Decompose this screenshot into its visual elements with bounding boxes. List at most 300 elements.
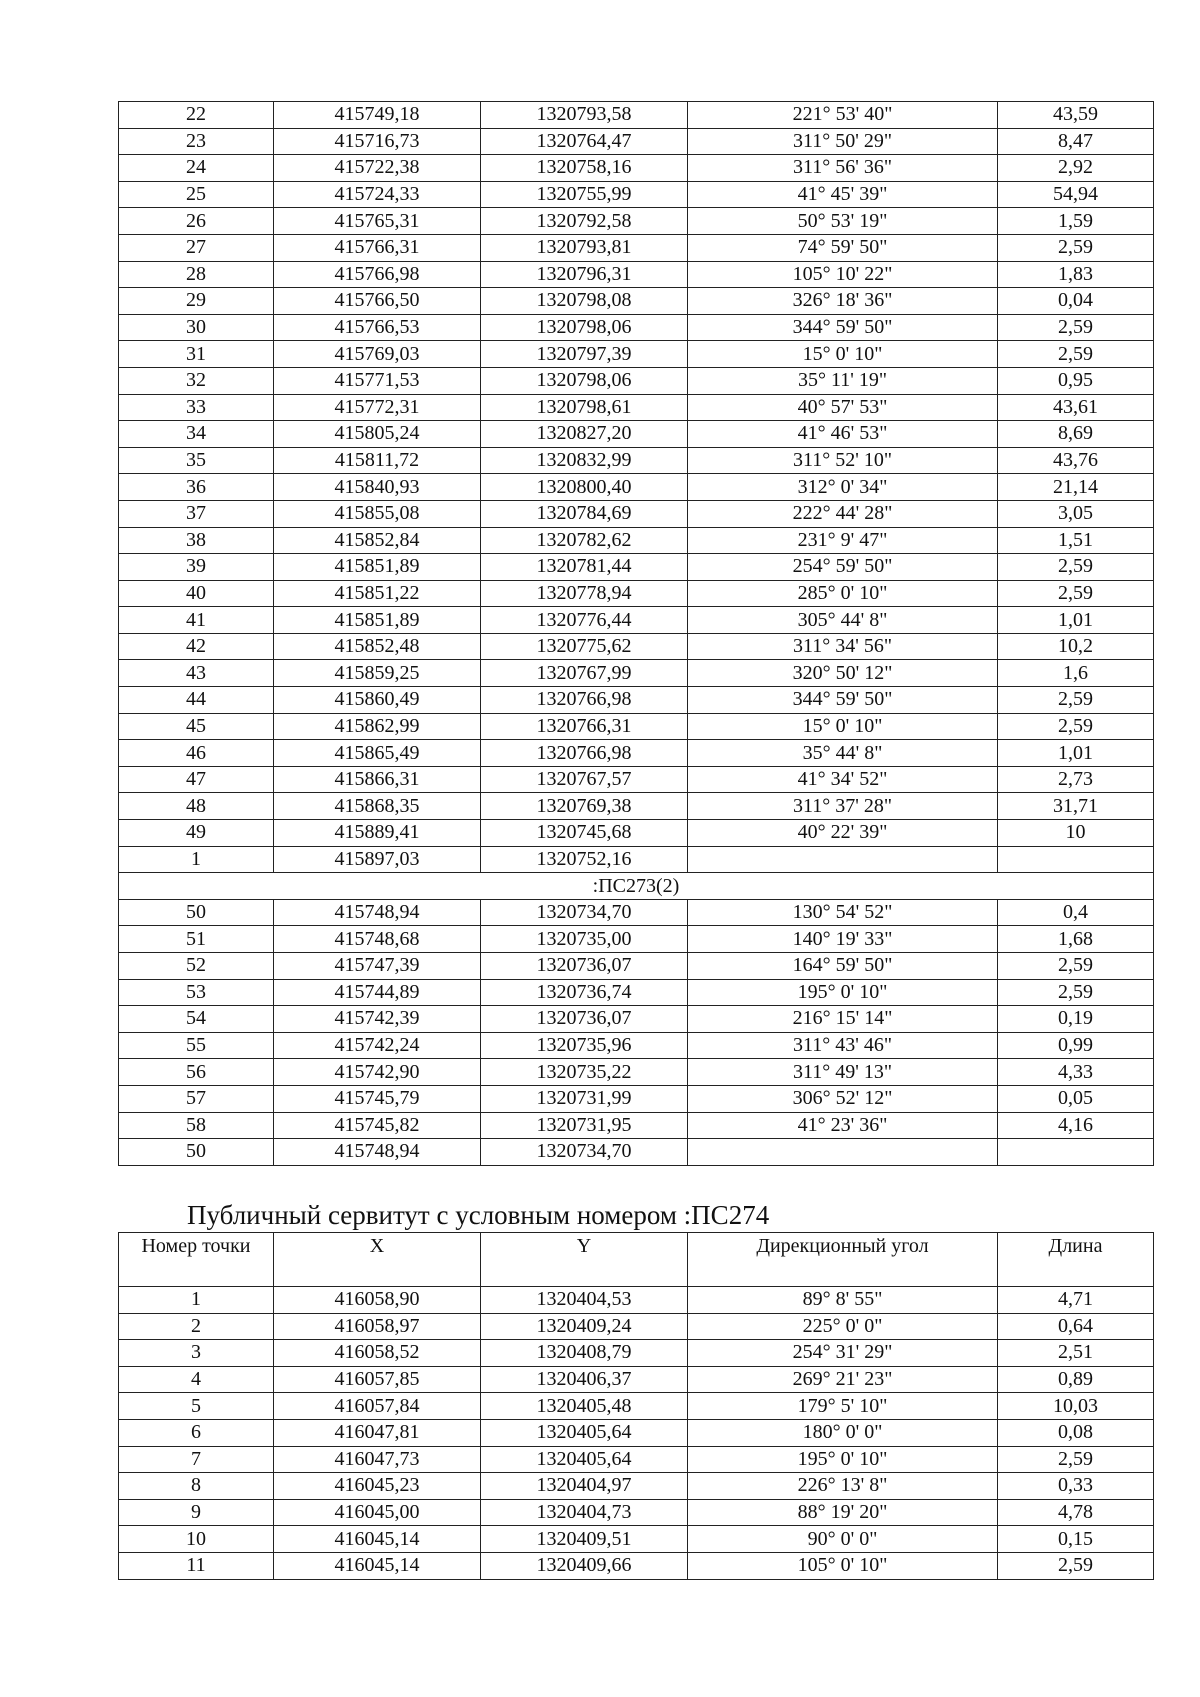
cell-direction-angle: 344° 59' 50" [688,687,998,714]
section-title: Публичный сервитут с условным номером :ПС274 [187,1200,770,1230]
table-row [119,899,1154,926]
cell-y: 1320734,70 [481,1139,688,1166]
cell-length: 21,14 [998,474,1154,501]
table-row [119,554,1154,581]
cell-x: 415742,24 [274,1032,481,1059]
cell-point-number: 36 [119,474,274,501]
cell-point-number: 8 [119,1473,274,1500]
cell-point-number: 31 [119,341,274,368]
cell-y: 1320766,98 [481,687,688,714]
header-length: Длина [998,1233,1154,1287]
cell-point-number: 50 [119,899,274,926]
cell-x: 415742,90 [274,1059,481,1086]
cell-y: 1320735,96 [481,1032,688,1059]
cell-y: 1320736,07 [481,953,688,980]
table-row [119,474,1154,501]
cell-x: 415748,94 [274,899,481,926]
table-row [119,1393,1154,1420]
cell-x: 415897,03 [274,846,481,873]
table-row [119,421,1154,448]
cell-length: 43,61 [998,394,1154,421]
cell-x: 415889,41 [274,820,481,847]
cell-direction-angle: 140° 19' 33" [688,926,998,953]
cell-point-number: 30 [119,314,274,341]
cell-length: 4,71 [998,1287,1154,1314]
table-row [119,394,1154,421]
cell-direction-angle: 225° 0' 0" [688,1313,998,1340]
cell-length: 2,59 [998,554,1154,581]
table-row [119,208,1154,235]
cell-y: 1320793,58 [481,102,688,129]
cell-length: 43,59 [998,102,1154,129]
cell-length: 0,95 [998,367,1154,394]
cell-direction-angle: 15° 0' 10" [688,713,998,740]
cell-length: 10 [998,820,1154,847]
cell-point-number: 28 [119,261,274,288]
cell-length [998,1139,1154,1166]
cell-y: 1320778,94 [481,580,688,607]
cell-x: 415745,79 [274,1085,481,1112]
cell-point-number: 58 [119,1112,274,1139]
cell-x: 415744,89 [274,979,481,1006]
table-row [119,633,1154,660]
cell-direction-angle: 41° 46' 53" [688,421,998,448]
cell-x: 415851,89 [274,554,481,581]
cell-direction-angle: 311° 56' 36" [688,155,998,182]
section-label-row [119,873,1154,900]
cell-length: 0,4 [998,899,1154,926]
cell-x: 416058,90 [274,1287,481,1314]
cell-x: 416045,14 [274,1552,481,1579]
table-row [119,1473,1154,1500]
cell-y: 1320784,69 [481,500,688,527]
cell-point-number: 7 [119,1446,274,1473]
table-row [119,288,1154,315]
coordinates-table-ps274 [118,1232,1154,1580]
table-row [119,1366,1154,1393]
cell-point-number: 54 [119,1006,274,1033]
coordinates-table-ps274-rows [119,1287,1154,1580]
cell-direction-angle: 311° 37' 28" [688,793,998,820]
cell-y: 1320405,64 [481,1419,688,1446]
table-row [119,447,1154,474]
cell-point-number: 32 [119,367,274,394]
cell-x: 415840,93 [274,474,481,501]
table-row [119,527,1154,554]
cell-x: 416057,85 [274,1366,481,1393]
cell-direction-angle: 35° 44' 8" [688,740,998,767]
coordinates-table-ps273-rows [119,102,1154,873]
cell-x: 415766,50 [274,288,481,315]
cell-y: 1320764,47 [481,128,688,155]
cell-length: 10,2 [998,633,1154,660]
cell-x: 415747,39 [274,953,481,980]
table-row [119,181,1154,208]
cell-length: 1,01 [998,740,1154,767]
table-row [119,846,1154,873]
table-row [119,341,1154,368]
cell-x: 416058,52 [274,1340,481,1367]
cell-point-number: 27 [119,234,274,261]
table-row [119,766,1154,793]
cell-x: 415749,18 [274,102,481,129]
cell-point-number: 51 [119,926,274,953]
cell-x: 415748,68 [274,926,481,953]
cell-direction-angle: 311° 52' 10" [688,447,998,474]
cell-x: 415722,38 [274,155,481,182]
cell-y: 1320736,07 [481,1006,688,1033]
cell-x: 416058,97 [274,1313,481,1340]
cell-point-number: 37 [119,500,274,527]
cell-point-number: 38 [119,527,274,554]
cell-y: 1320409,24 [481,1313,688,1340]
cell-y: 1320758,16 [481,155,688,182]
cell-point-number: 45 [119,713,274,740]
cell-direction-angle: 312° 0' 34" [688,474,998,501]
cell-point-number: 47 [119,766,274,793]
table-row [119,128,1154,155]
cell-x: 415745,82 [274,1112,481,1139]
cell-length: 1,59 [998,208,1154,235]
cell-x: 415765,31 [274,208,481,235]
cell-y: 1320404,97 [481,1473,688,1500]
cell-point-number: 9 [119,1499,274,1526]
cell-length: 4,16 [998,1112,1154,1139]
cell-point-number: 35 [119,447,274,474]
table-row [119,261,1154,288]
cell-x: 415852,48 [274,633,481,660]
cell-direction-angle: 269° 21' 23" [688,1366,998,1393]
cell-x: 415851,22 [274,580,481,607]
cell-point-number: 4 [119,1366,274,1393]
cell-length: 0,89 [998,1366,1154,1393]
cell-direction-angle: 40° 22' 39" [688,820,998,847]
cell-point-number: 41 [119,607,274,634]
cell-y: 1320404,73 [481,1499,688,1526]
cell-length: 1,51 [998,527,1154,554]
cell-length: 2,59 [998,979,1154,1006]
cell-point-number: 50 [119,1139,274,1166]
cell-y: 1320408,79 [481,1340,688,1367]
table-row [119,1006,1154,1033]
cell-point-number: 1 [119,1287,274,1314]
cell-length: 54,94 [998,181,1154,208]
cell-point-number: 53 [119,979,274,1006]
cell-y: 1320405,48 [481,1393,688,1420]
table-row [119,1059,1154,1086]
cell-x: 416045,00 [274,1499,481,1526]
cell-point-number: 48 [119,793,274,820]
cell-length [998,846,1154,873]
cell-direction-angle: 35° 11' 19" [688,367,998,394]
cell-point-number: 2 [119,1313,274,1340]
cell-y: 1320731,99 [481,1085,688,1112]
cell-y: 1320796,31 [481,261,688,288]
cell-direction-angle: 311° 34' 56" [688,633,998,660]
cell-y: 1320405,64 [481,1446,688,1473]
header-x: X [274,1233,481,1287]
cell-direction-angle: 41° 34' 52" [688,766,998,793]
cell-y: 1320798,08 [481,288,688,315]
cell-direction-angle: 254° 59' 50" [688,554,998,581]
table-row [119,607,1154,634]
table-row [119,1419,1154,1446]
table-row [119,740,1154,767]
cell-direction-angle: 164° 59' 50" [688,953,998,980]
table-row [119,155,1154,182]
table-row [119,660,1154,687]
cell-direction-angle: 41° 23' 36" [688,1112,998,1139]
cell-direction-angle: 231° 9' 47" [688,527,998,554]
cell-x: 415766,31 [274,234,481,261]
table-row [119,580,1154,607]
cell-point-number: 56 [119,1059,274,1086]
cell-y: 1320782,62 [481,527,688,554]
cell-direction-angle: 50° 53' 19" [688,208,998,235]
cell-direction-angle: 221° 53' 40" [688,102,998,129]
cell-x: 415811,72 [274,447,481,474]
cell-y: 1320734,70 [481,899,688,926]
cell-x: 415805,24 [274,421,481,448]
cell-length: 1,68 [998,926,1154,953]
table-row [119,314,1154,341]
cell-direction-angle: 285° 0' 10" [688,580,998,607]
cell-direction-angle: 305° 44' 8" [688,607,998,634]
cell-y: 1320735,00 [481,926,688,953]
cell-point-number: 43 [119,660,274,687]
cell-x: 416047,73 [274,1446,481,1473]
cell-point-number: 5 [119,1393,274,1420]
table-row [119,1287,1154,1314]
cell-direction-angle: 222° 44' 28" [688,500,998,527]
cell-x: 415724,33 [274,181,481,208]
table-header-row [119,1233,1154,1287]
table-row [119,713,1154,740]
header-point-number: Номер точки [119,1233,274,1287]
cell-y: 1320404,53 [481,1287,688,1314]
cell-direction-angle: 40° 57' 53" [688,394,998,421]
cell-y: 1320832,99 [481,447,688,474]
cell-x: 415866,31 [274,766,481,793]
cell-x: 415766,98 [274,261,481,288]
cell-point-number: 29 [119,288,274,315]
cell-y: 1320792,58 [481,208,688,235]
cell-direction-angle: 90° 0' 0" [688,1526,998,1553]
cell-point-number: 3 [119,1340,274,1367]
cell-direction-angle: 105° 10' 22" [688,261,998,288]
cell-point-number: 52 [119,953,274,980]
cell-direction-angle: 216° 15' 14" [688,1006,998,1033]
cell-x: 415865,49 [274,740,481,767]
cell-point-number: 24 [119,155,274,182]
cell-x: 416045,14 [274,1526,481,1553]
table-row [119,979,1154,1006]
cell-direction-angle: 179° 5' 10" [688,1393,998,1420]
cell-length: 0,64 [998,1313,1154,1340]
table-row [119,926,1154,953]
cell-x: 415748,94 [274,1139,481,1166]
table-row [119,953,1154,980]
cell-length: 2,59 [998,314,1154,341]
cell-y: 1320735,22 [481,1059,688,1086]
cell-length: 1,83 [998,261,1154,288]
cell-length: 2,59 [998,1446,1154,1473]
cell-direction-angle: 226° 13' 8" [688,1473,998,1500]
cell-direction-angle: 311° 49' 13" [688,1059,998,1086]
cell-y: 1320745,68 [481,820,688,847]
cell-point-number: 44 [119,687,274,714]
cell-point-number: 23 [119,128,274,155]
cell-x: 415716,73 [274,128,481,155]
table-row [119,1340,1154,1367]
cell-y: 1320800,40 [481,474,688,501]
table-row [119,1112,1154,1139]
cell-x: 415766,53 [274,314,481,341]
cell-length: 2,59 [998,1552,1154,1579]
cell-direction-angle: 88° 19' 20" [688,1499,998,1526]
table-row [119,1499,1154,1526]
cell-length: 3,05 [998,500,1154,527]
table-row [119,234,1154,261]
cell-length: 0,15 [998,1526,1154,1553]
cell-x: 415772,31 [274,394,481,421]
cell-point-number: 55 [119,1032,274,1059]
cell-y: 1320781,44 [481,554,688,581]
cell-y: 1320409,51 [481,1526,688,1553]
table-row [119,687,1154,714]
cell-direction-angle [688,846,998,873]
cell-length: 4,78 [998,1499,1154,1526]
cell-y: 1320797,39 [481,341,688,368]
cell-length: 4,33 [998,1059,1154,1086]
table-row [119,1526,1154,1553]
cell-point-number: 49 [119,820,274,847]
cell-direction-angle: 15° 0' 10" [688,341,998,368]
cell-x: 415859,25 [274,660,481,687]
cell-length: 8,69 [998,421,1154,448]
cell-length: 2,92 [998,155,1154,182]
table-row [119,367,1154,394]
cell-length: 10,03 [998,1393,1154,1420]
cell-point-number: 34 [119,421,274,448]
header-y: Y [481,1233,688,1287]
cell-length: 2,59 [998,953,1154,980]
cell-direction-angle: 326° 18' 36" [688,288,998,315]
cell-direction-angle: 180° 0' 0" [688,1419,998,1446]
cell-y: 1320767,99 [481,660,688,687]
cell-length: 1,01 [998,607,1154,634]
table-row [119,1139,1154,1166]
cell-point-number: 46 [119,740,274,767]
cell-y: 1320736,74 [481,979,688,1006]
cell-y: 1320731,95 [481,1112,688,1139]
cell-x: 415860,49 [274,687,481,714]
table-row [119,500,1154,527]
cell-direction-angle: 74° 59' 50" [688,234,998,261]
cell-length: 2,59 [998,687,1154,714]
cell-y: 1320775,62 [481,633,688,660]
cell-y: 1320798,06 [481,314,688,341]
cell-x: 415852,84 [274,527,481,554]
cell-direction-angle: 311° 50' 29" [688,128,998,155]
cell-direction-angle: 105° 0' 10" [688,1552,998,1579]
table-row [119,1552,1154,1579]
cell-direction-angle: 320° 50' 12" [688,660,998,687]
cell-length: 43,76 [998,447,1154,474]
cell-y: 1320767,57 [481,766,688,793]
cell-point-number: 10 [119,1526,274,1553]
cell-point-number: 25 [119,181,274,208]
header-direction-angle: Дирекционный угол [688,1233,998,1287]
cell-x: 416045,23 [274,1473,481,1500]
cell-point-number: 57 [119,1085,274,1112]
cell-direction-angle: 306° 52' 12" [688,1085,998,1112]
cell-x: 415742,39 [274,1006,481,1033]
cell-length: 0,05 [998,1085,1154,1112]
cell-x: 415769,03 [274,341,481,368]
cell-y: 1320409,66 [481,1552,688,1579]
cell-point-number: 42 [119,633,274,660]
cell-point-number: 40 [119,580,274,607]
cell-length: 31,71 [998,793,1154,820]
cell-y: 1320827,20 [481,421,688,448]
cell-length: 2,59 [998,234,1154,261]
cell-point-number: 1 [119,846,274,873]
cell-x: 415771,53 [274,367,481,394]
cell-y: 1320755,99 [481,181,688,208]
cell-direction-angle: 89° 8' 55" [688,1287,998,1314]
cell-x: 416057,84 [274,1393,481,1420]
cell-direction-angle [688,1139,998,1166]
cell-length: 0,33 [998,1473,1154,1500]
cell-length: 2,51 [998,1340,1154,1367]
coordinates-table-ps273 [118,101,1154,1166]
cell-direction-angle: 195° 0' 10" [688,979,998,1006]
cell-point-number: 26 [119,208,274,235]
cell-direction-angle: 311° 43' 46" [688,1032,998,1059]
cell-x: 416047,81 [274,1419,481,1446]
cell-length: 2,59 [998,580,1154,607]
cell-length: 8,47 [998,128,1154,155]
cell-direction-angle: 130° 54' 52" [688,899,998,926]
table-row [119,102,1154,129]
coordinates-table-ps273-2-rows [119,899,1154,1165]
cell-direction-angle: 41° 45' 39" [688,181,998,208]
table-row [119,793,1154,820]
table-row [119,1085,1154,1112]
section-label: :ПС273(2) [119,873,1154,900]
cell-point-number: 22 [119,102,274,129]
cell-x: 415851,89 [274,607,481,634]
cell-length: 2,73 [998,766,1154,793]
cell-point-number: 39 [119,554,274,581]
cell-length: 0,19 [998,1006,1154,1033]
table-row [119,820,1154,847]
cell-x: 415862,99 [274,713,481,740]
cell-y: 1320766,98 [481,740,688,767]
cell-y: 1320406,37 [481,1366,688,1393]
table-row [119,1032,1154,1059]
cell-length: 1,6 [998,660,1154,687]
cell-y: 1320776,44 [481,607,688,634]
cell-y: 1320769,38 [481,793,688,820]
cell-length: 0,08 [998,1419,1154,1446]
cell-y: 1320752,16 [481,846,688,873]
cell-point-number: 33 [119,394,274,421]
cell-point-number: 11 [119,1552,274,1579]
cell-direction-angle: 254° 31' 29" [688,1340,998,1367]
cell-x: 415855,08 [274,500,481,527]
